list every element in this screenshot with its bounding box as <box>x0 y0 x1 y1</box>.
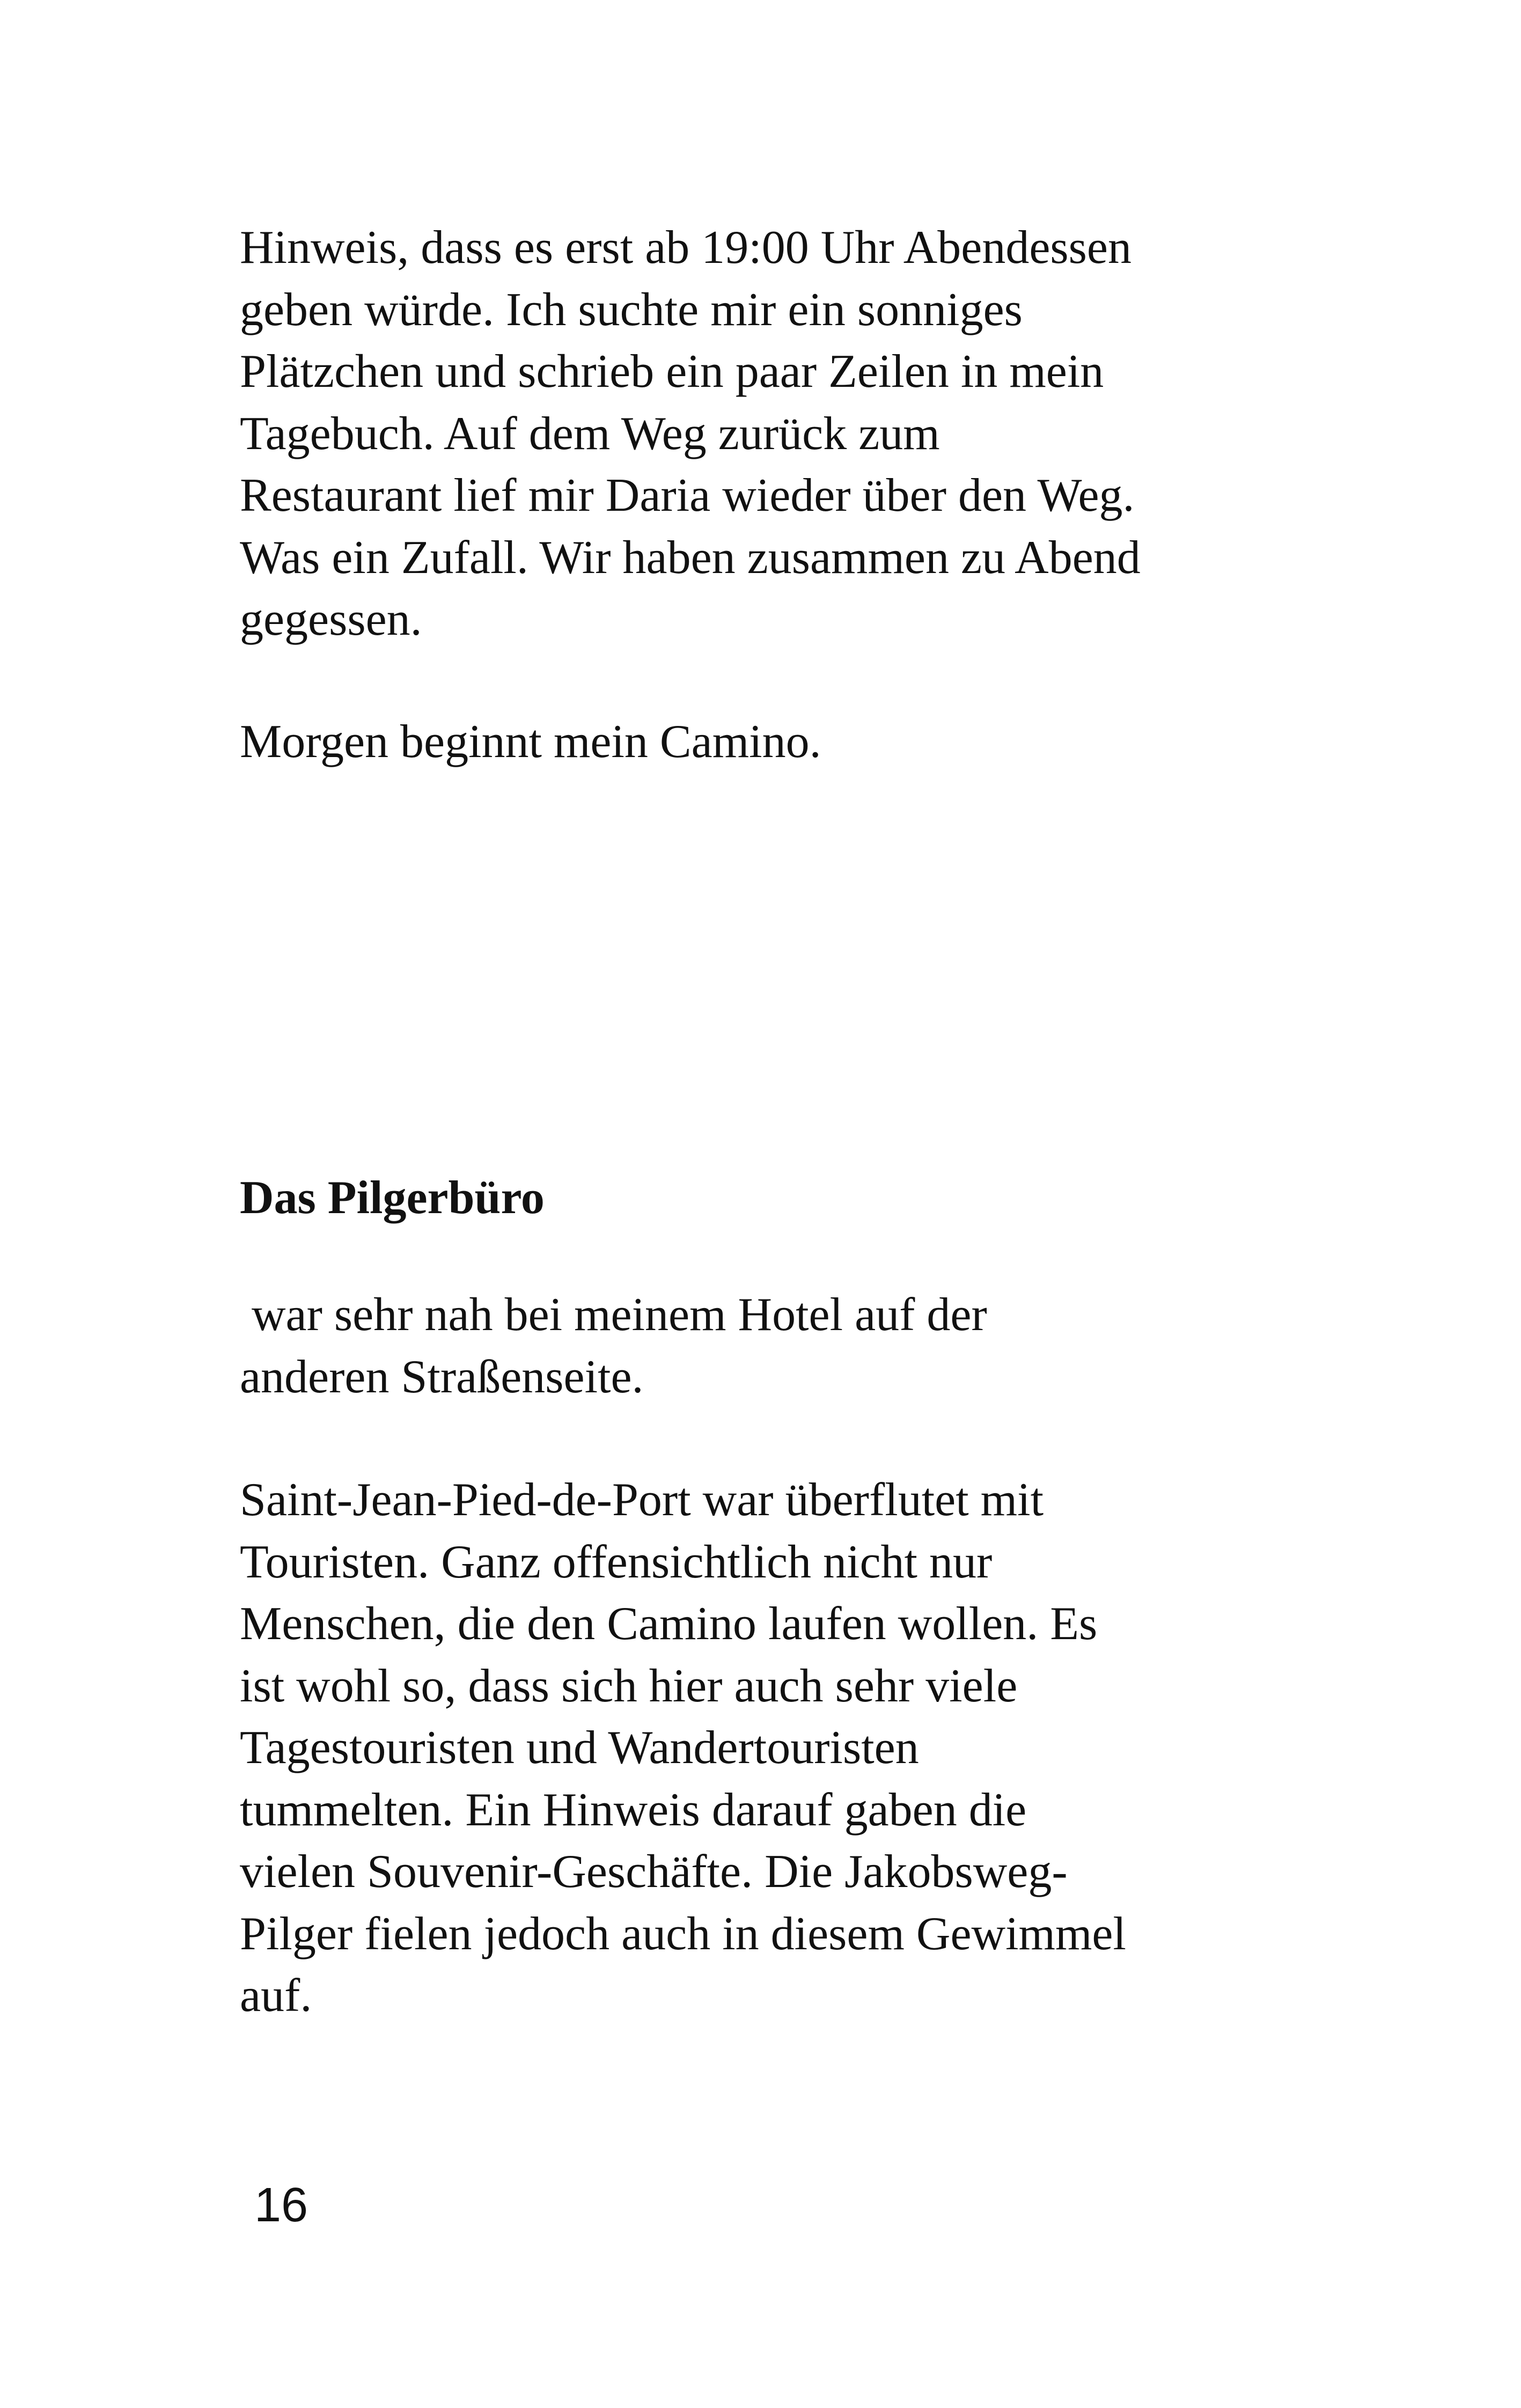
text-line: Menschen, die den Camino laufen wollen. Es <box>240 1598 1098 1650</box>
paragraph-pilgrim-office <box>240 1284 1313 1408</box>
text-line: gegessen. <box>240 593 422 645</box>
text-line: vielen Souvenir-Geschäfte. Die Jakobsweg- <box>240 1846 1068 1898</box>
text-line: anderen Straßenseite. <box>240 1350 644 1403</box>
text-line: Tagestouristen und Wandertouristen <box>240 1722 919 1774</box>
text-line: auf. <box>240 1970 312 2022</box>
text-line: Plätzchen und schrieb ein paar Zeilen in mein <box>240 346 1104 398</box>
text-line: war sehr nah bei meinem Hotel auf der <box>240 1289 987 1341</box>
text-line: tummelten. Ein Hinweis darauf gaben die <box>240 1783 1027 1836</box>
text-line: geben würde. Ich suchte mir ein sonniges <box>240 283 1023 336</box>
text-line: Tagebuch. Auf dem Weg zurück zum <box>240 407 940 460</box>
text-line: ist wohl so, dass sich hier auch sehr viele <box>240 1660 1018 1712</box>
text-line: Hinweis, dass es erst ab 19:00 Uhr Abendessen <box>240 222 1131 274</box>
text-line: Touristen. Ganz offensichtlich nicht nur <box>240 1536 993 1588</box>
text-line: Was ein Zufall. Wir haben zusammen zu Abend <box>240 531 1141 584</box>
text-line: Saint-Jean-Pied-de-Port war überflutet mit <box>240 1474 1044 1526</box>
text-line: Pilger fielen jedoch auch in diesem Gewimmel <box>240 1907 1126 1960</box>
text-line: Restaurant lief mir Daria wieder über den Weg. <box>240 469 1135 522</box>
page-number: 16 <box>254 2178 308 2232</box>
section-heading: Das Pilgerbüro <box>240 1172 545 1224</box>
paragraph-tourists <box>240 1469 1313 2027</box>
paragraph-dinner <box>240 217 1313 651</box>
text-line: Morgen beginnt mein Camino. <box>240 716 821 768</box>
paragraph-camino-begins <box>240 711 1313 773</box>
